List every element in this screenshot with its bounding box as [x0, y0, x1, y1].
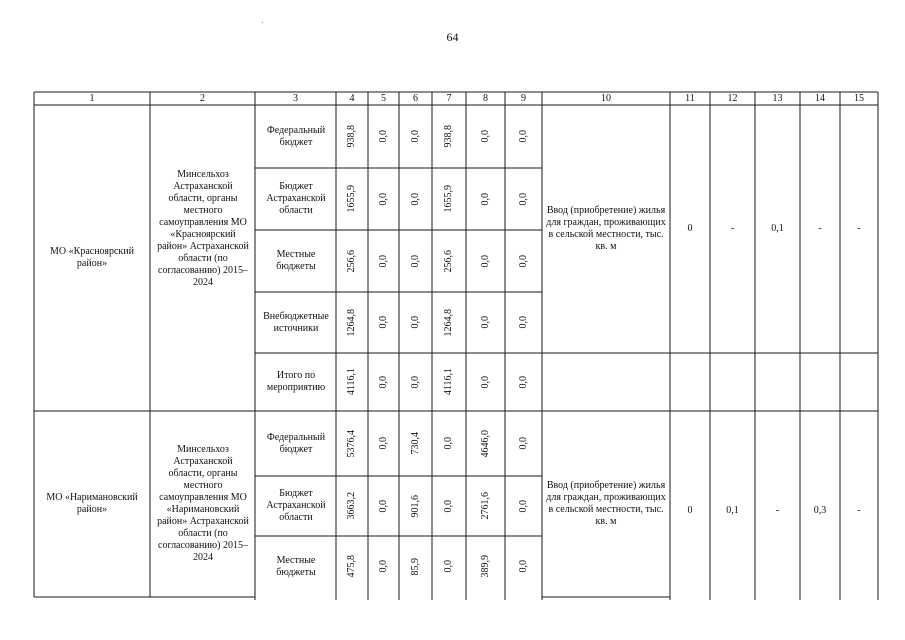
- value-cell: 0,0: [409, 375, 421, 389]
- indicator-cell: Ввод (приобретение) жилья для граждан, проживающих в сельской местности, тыс. кв. м: [546, 205, 666, 252]
- header-col-10: 10: [601, 92, 611, 104]
- value-cell: 730,4: [409, 432, 421, 455]
- value-cell: 0,0: [377, 437, 389, 450]
- value-cell: 256,6: [346, 249, 357, 273]
- value-cell: 0,0: [479, 192, 491, 206]
- value-cell: 0,0: [479, 316, 491, 329]
- funding-source-label: Внебюджетные источники: [263, 310, 329, 334]
- value-cell: 0,0: [377, 499, 389, 513]
- target-value: -: [857, 505, 861, 516]
- value-cell: 4116,1: [443, 368, 454, 396]
- target-value: -: [857, 223, 861, 234]
- funding-source-label: Итого по мероприятию: [266, 370, 326, 393]
- value-cell: 0,0: [443, 437, 454, 450]
- value-cell: 0,0: [517, 192, 529, 206]
- value-cell: 938,8: [443, 125, 454, 148]
- header-col-3: 3: [293, 92, 298, 104]
- value-cell: 0,0: [377, 316, 389, 329]
- header-col-4: 4: [349, 92, 355, 104]
- value-cell: 1655,9: [346, 185, 357, 213]
- value-cell: 0,0: [409, 130, 421, 143]
- header-col-7: 7: [446, 92, 452, 104]
- header-col-14: 14: [815, 92, 825, 104]
- value-cell: 2761,6: [479, 492, 491, 520]
- page-number: 64: [446, 30, 459, 44]
- value-cell: 0,0: [377, 375, 389, 389]
- target-value: 0: [687, 223, 693, 234]
- value-cell: 0,0: [517, 316, 529, 329]
- header-col-5: 5: [381, 92, 386, 104]
- funding-source-label: Местные бюджеты: [276, 249, 316, 272]
- value-cell: 0,0: [377, 192, 389, 206]
- value-cell: 0,0: [479, 130, 491, 143]
- municipality-cell: МО «Красноярский район»: [50, 246, 134, 269]
- value-cell: 0,0: [517, 375, 529, 389]
- target-value: -: [730, 223, 735, 234]
- target-value: -: [818, 223, 822, 234]
- target-value: 0,1: [726, 505, 739, 516]
- header-col-9: 9: [521, 92, 526, 104]
- target-value: 0: [687, 505, 693, 516]
- value-cell: 0,0: [479, 375, 491, 389]
- header-col-6: 6: [413, 92, 418, 104]
- value-cell: 1264,8: [443, 308, 454, 337]
- value-cell: 0,0: [517, 130, 529, 143]
- target-value: 0,1: [771, 223, 784, 234]
- value-cell: 389,9: [479, 555, 491, 578]
- value-cell: 1655,9: [443, 185, 454, 213]
- header-col-8: 8: [483, 92, 488, 104]
- value-cell: 0,0: [409, 254, 421, 268]
- funding-source-label: Федеральный бюджет: [266, 124, 326, 148]
- value-cell: 0,0: [377, 130, 389, 143]
- value-cell: 0,0: [443, 499, 454, 513]
- funding-source-label: Бюджет Астраханской области: [266, 181, 326, 216]
- executor-cell: Минсельхоз Астраханской области, органы местного самоуправления МО «Красноярский район» Астраханской области (по согласованию) 2015–2024: [157, 169, 249, 288]
- value-cell: 0,0: [409, 192, 421, 206]
- header-col-1: 1: [89, 92, 95, 104]
- target-value: 0,3: [813, 505, 827, 516]
- executor-cell: Минсельхоз Астраханской области, органы местного самоуправления МО «Наримановский район» Астраханской области (по согласованию) 2015–2024: [157, 444, 249, 563]
- value-cell: 4646,0: [479, 429, 491, 458]
- value-cell: 5376,4: [346, 429, 357, 458]
- value-cell: 0,0: [517, 437, 529, 450]
- funding-source-label: Местные бюджеты: [276, 554, 316, 578]
- value-cell: 938,8: [346, 125, 357, 148]
- header-col-15: 15: [854, 92, 864, 104]
- target-value: -: [775, 505, 780, 516]
- value-cell: 0,0: [517, 560, 529, 573]
- header-col-13: 13: [772, 92, 783, 104]
- value-cell: 0,0: [479, 254, 491, 268]
- value-cell: 0,0: [377, 560, 389, 573]
- header-col-11: 11: [685, 92, 695, 104]
- header-col-2: 2: [200, 92, 205, 104]
- funding-source-label: Федеральный бюджет: [266, 431, 326, 455]
- value-cell: 4116,1: [346, 368, 357, 396]
- value-cell: 85,9: [409, 557, 421, 576]
- value-cell: 256,6: [443, 249, 454, 273]
- value-cell: 3663,2: [346, 492, 357, 520]
- value-cell: 901,6: [409, 494, 421, 518]
- funding-source-label: Бюджет Астраханской области: [266, 488, 326, 523]
- municipality-cell: МО «Наримановский район»: [46, 492, 138, 515]
- value-cell: 0,0: [517, 254, 529, 268]
- value-cell: 475,8: [346, 555, 357, 578]
- value-cell: 0,0: [443, 560, 454, 573]
- value-cell: 1264,8: [346, 308, 357, 337]
- value-cell: 0,0: [517, 499, 529, 513]
- indicator-cell: Ввод (приобретение) жилья для граждан, проживающих в сельской местности, тыс. кв. м: [546, 480, 666, 527]
- header-col-12: 12: [727, 92, 738, 104]
- value-cell: 0,0: [377, 254, 389, 268]
- value-cell: 0,0: [409, 316, 421, 329]
